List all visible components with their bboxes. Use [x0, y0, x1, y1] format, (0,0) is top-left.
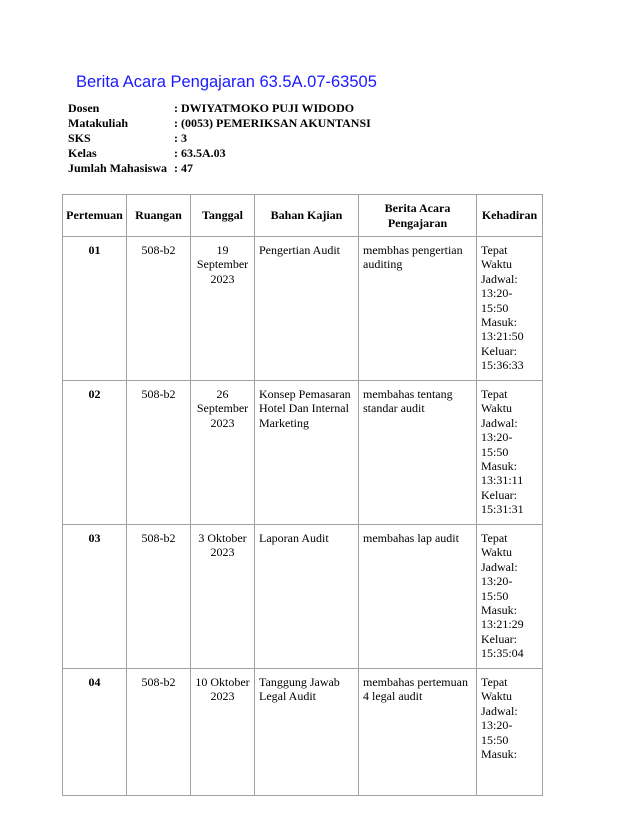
- info-label: Jumlah Mahasiswa: [68, 161, 168, 175]
- attendance-line: 15:50: [481, 444, 509, 459]
- cell-berita-acara: membhas pengertian auditing: [359, 237, 477, 381]
- cell-bahan-kajian: Konsep Pemasaran Hotel Dan Internal Marketing: [255, 381, 359, 525]
- attendance-line: Keluar:: [481, 343, 517, 358]
- attendance-line: 13:20-: [481, 574, 513, 589]
- info-value: : DWIYATMOKO PUJI WIDODO: [174, 101, 355, 115]
- cell-berita-acara: membahas pertemuan 4 legal audit: [359, 669, 477, 796]
- attendance-line: 13:20-: [481, 718, 513, 733]
- attendance-line: Waktu: [481, 689, 513, 704]
- info-row-dosen: [68, 101, 371, 116]
- cell-kehadiran: [477, 669, 543, 796]
- cell-pertemuan: 01: [63, 237, 127, 381]
- table-row: [63, 669, 543, 796]
- header-berita-acara: Berita Acara Pengajaran: [359, 195, 477, 237]
- course-info: [68, 101, 371, 176]
- table-row: [63, 381, 543, 525]
- cell-ruangan: 508-b2: [127, 669, 191, 796]
- attendance-line: Waktu: [481, 401, 513, 416]
- cell-kehadiran: [477, 237, 543, 381]
- cell-pertemuan: 04: [63, 669, 127, 796]
- teaching-record-table: [62, 194, 543, 796]
- attendance-line: Masuk:: [481, 603, 517, 618]
- attendance-line: 15:50: [481, 300, 509, 315]
- info-value: : 47: [174, 161, 193, 175]
- table-body: [63, 237, 543, 796]
- attendance-line: Tepat: [481, 243, 508, 257]
- attendance-line: Tepat: [481, 531, 508, 545]
- attendance-line: Tepat: [481, 675, 508, 689]
- cell-berita-acara: membahas lap audit: [359, 525, 477, 669]
- header-ruangan: Ruangan: [127, 195, 191, 237]
- cell-kehadiran: [477, 381, 543, 525]
- info-value: : 63.5A.03: [174, 146, 226, 160]
- cell-tanggal: 26 September 2023: [191, 381, 255, 525]
- attendance-line: Waktu: [481, 545, 513, 560]
- attendance-line: Waktu: [481, 257, 513, 272]
- attendance-line: 15:50: [481, 732, 509, 747]
- cell-kehadiran: [477, 525, 543, 669]
- info-label: SKS: [68, 131, 91, 145]
- attendance-line: Jadwal:: [481, 703, 518, 718]
- info-row-kelas: [68, 146, 371, 161]
- info-label: Matakuliah: [68, 116, 129, 130]
- header-kehadiran: Kehadiran: [477, 195, 543, 237]
- attendance-line: 13:20-: [481, 430, 513, 445]
- cell-bahan-kajian: Laporan Audit: [255, 525, 359, 669]
- attendance-line: Jadwal:: [481, 271, 518, 286]
- attendance-line: Tepat: [481, 387, 508, 401]
- cell-ruangan: 508-b2: [127, 237, 191, 381]
- header-tanggal: Tanggal: [191, 195, 255, 237]
- cell-ruangan: 508-b2: [127, 525, 191, 669]
- table-row: [63, 237, 543, 381]
- attendance-line: 15:31:31: [481, 502, 524, 517]
- page-title: Berita Acara Pengajaran 63.5A.07-63505: [76, 73, 377, 91]
- cell-ruangan: 508-b2: [127, 381, 191, 525]
- attendance-line: 13:31:11: [481, 473, 524, 488]
- attendance-line: Jadwal:: [481, 415, 518, 430]
- attendance-line: Keluar:: [481, 487, 517, 502]
- info-row-sks: [68, 131, 371, 146]
- attendance-line: 15:36:33: [481, 358, 524, 373]
- info-row-jumlah-mahasiswa: [68, 161, 371, 176]
- info-value: : 3: [174, 131, 187, 145]
- info-label: Kelas: [68, 146, 97, 160]
- cell-pertemuan: 02: [63, 381, 127, 525]
- cell-bahan-kajian: Tanggung Jawab Legal Audit: [255, 669, 359, 796]
- info-value: : (0053) PEMERIKSAN AKUNTANSI: [174, 116, 371, 130]
- cell-berita-acara: membahas tentang standar audit: [359, 381, 477, 525]
- attendance-line: 13:20-: [481, 286, 513, 301]
- attendance-line: 15:35:04: [481, 646, 524, 661]
- attendance-line: Masuk:: [481, 315, 517, 330]
- cell-tanggal: 19 September 2023: [191, 237, 255, 381]
- cell-pertemuan: 03: [63, 525, 127, 669]
- attendance-line: 13:21:50: [481, 329, 524, 344]
- header-bahan-kajian: Bahan Kajian: [255, 195, 359, 237]
- header-pertemuan: Pertemuan: [63, 195, 127, 237]
- info-row-matakuliah: [68, 116, 371, 131]
- table-header-row: [63, 195, 543, 237]
- cell-tanggal: 3 Oktober 2023: [191, 525, 255, 669]
- attendance-line: Masuk:: [481, 459, 517, 474]
- attendance-line: Jadwal:: [481, 559, 518, 574]
- attendance-line: Keluar:: [481, 631, 517, 646]
- attendance-line: 13:21:29: [481, 617, 524, 632]
- attendance-line: 15:50: [481, 588, 509, 603]
- info-label: Dosen: [68, 101, 100, 115]
- table-row: [63, 525, 543, 669]
- attendance-line: Masuk:: [481, 747, 517, 762]
- cell-tanggal: 10 Oktober 2023: [191, 669, 255, 796]
- cell-bahan-kajian: Pengertian Audit: [255, 237, 359, 381]
